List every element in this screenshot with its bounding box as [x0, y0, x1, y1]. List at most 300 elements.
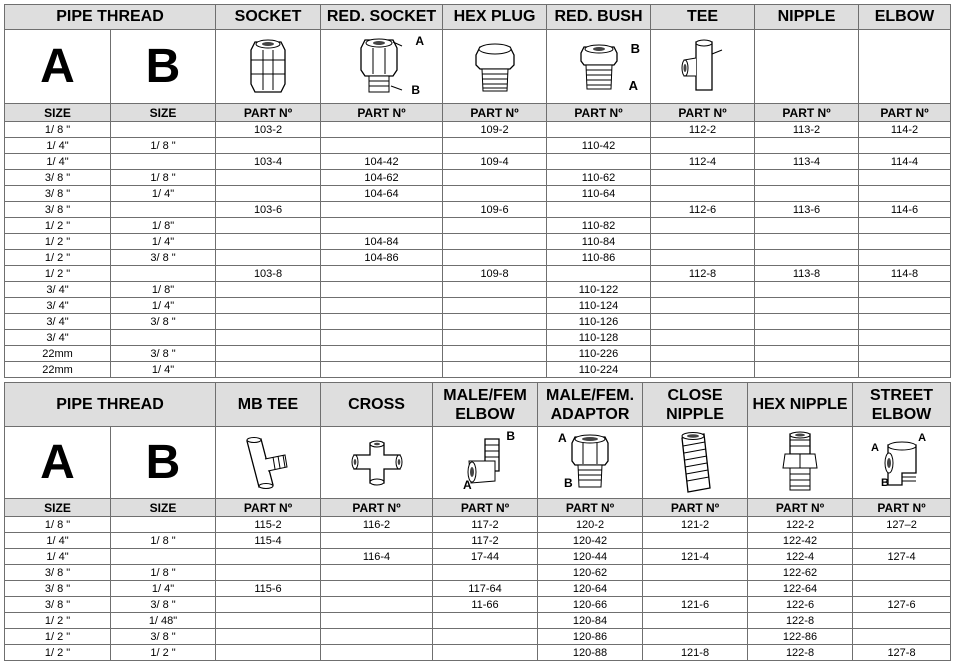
table-row	[5, 266, 951, 282]
size-cell: 1/ 4"	[111, 581, 216, 597]
size-cell: 3/ 8 "	[5, 202, 111, 218]
part-number-cell	[321, 138, 443, 154]
sub-part-tee: PART Nº	[651, 104, 755, 122]
part-number-cell: 114-4	[859, 154, 951, 170]
letter-a-2: A	[5, 427, 111, 499]
size-cell: 1/ 8 "	[111, 138, 216, 154]
size-cell: 1/ 8 "	[5, 517, 111, 533]
part-number-cell	[755, 330, 859, 346]
part-number-cell	[755, 186, 859, 202]
table-row	[5, 234, 951, 250]
part-number-cell: 117-64	[433, 581, 538, 597]
elbow-callout-a: A	[463, 478, 472, 492]
sub-part-red-bush: PART Nº	[547, 104, 651, 122]
part-number-cell	[853, 629, 951, 645]
part-number-cell: 112-4	[651, 154, 755, 170]
size-cell: 1/ 4"	[5, 549, 111, 565]
red-bush-image	[547, 30, 651, 104]
part-number-cell: 116-2	[321, 517, 433, 533]
mb-tee-image	[216, 427, 321, 499]
part-number-cell: 104-84	[321, 234, 443, 250]
part-number-cell	[853, 581, 951, 597]
part-number-cell	[755, 250, 859, 266]
part-number-cell	[859, 330, 951, 346]
part-number-cell	[216, 330, 321, 346]
part-number-cell: 115-6	[216, 581, 321, 597]
part-number-cell: 122-86	[748, 629, 853, 645]
street-callout-a1: A	[871, 442, 879, 454]
street-callout-b: B	[881, 477, 889, 489]
part-number-cell	[651, 346, 755, 362]
part-number-cell: 121-8	[643, 645, 748, 661]
part-number-cell	[321, 266, 443, 282]
size-cell: 1/ 2 "	[5, 250, 111, 266]
part-number-cell: 112-6	[651, 202, 755, 218]
part-number-cell: 120-62	[538, 565, 643, 581]
table-row	[5, 565, 951, 581]
part-number-cell	[651, 186, 755, 202]
sub-size-b: SIZE	[111, 104, 216, 122]
sub-size-b-2: SIZE	[111, 499, 216, 517]
part-number-cell	[443, 298, 547, 314]
part-number-cell: 117-2	[433, 517, 538, 533]
sub-size-a-2: SIZE	[5, 499, 111, 517]
table-row	[5, 346, 951, 362]
header-hex-nipple: HEX NIPPLE	[748, 383, 853, 427]
part-number-cell: 114-8	[859, 266, 951, 282]
part-number-cell	[755, 218, 859, 234]
part-number-cell: 104-64	[321, 186, 443, 202]
part-number-cell	[547, 266, 651, 282]
size-cell: 3/ 4"	[5, 282, 111, 298]
part-number-cell	[755, 346, 859, 362]
table-row	[5, 170, 951, 186]
part-number-cell	[216, 138, 321, 154]
header-pipe-thread-2: PIPE THREAD	[5, 383, 216, 427]
part-number-cell: 103-4	[216, 154, 321, 170]
part-number-cell	[755, 282, 859, 298]
part-number-cell: 114-6	[859, 202, 951, 218]
part-number-cell	[216, 565, 321, 581]
size-cell	[111, 154, 216, 170]
part-number-cell	[321, 597, 433, 613]
part-number-cell	[755, 362, 859, 378]
part-number-cell: 120-88	[538, 645, 643, 661]
part-number-cell	[443, 362, 547, 378]
part-number-cell: 122-42	[748, 533, 853, 549]
part-number-cell: 122-8	[748, 613, 853, 629]
size-cell: 1/ 4"	[111, 234, 216, 250]
sub-part-hex-nipple: PART Nº	[748, 499, 853, 517]
part-number-cell	[216, 613, 321, 629]
part-number-cell	[321, 362, 443, 378]
part-number-cell	[321, 122, 443, 138]
table-row	[5, 645, 951, 661]
sub-part-hex-plug: PART Nº	[443, 104, 547, 122]
part-number-cell: 121-6	[643, 597, 748, 613]
part-number-cell: 110-62	[547, 170, 651, 186]
size-cell: 3/ 4"	[5, 330, 111, 346]
part-number-cell	[859, 282, 951, 298]
sub-part-elbow: PART Nº	[859, 104, 951, 122]
part-number-cell: 120-2	[538, 517, 643, 533]
part-number-cell: 110-86	[547, 250, 651, 266]
part-number-cell	[321, 565, 433, 581]
part-number-cell	[651, 250, 755, 266]
sub-part-mb-tee: PART Nº	[216, 499, 321, 517]
table-row	[5, 186, 951, 202]
table-row	[5, 533, 951, 549]
part-number-cell: 113-2	[755, 122, 859, 138]
part-number-cell	[643, 629, 748, 645]
part-number-cell	[643, 581, 748, 597]
part-number-cell	[643, 613, 748, 629]
size-cell: 3/ 8 "	[5, 581, 111, 597]
size-cell: 3/ 8 "	[5, 565, 111, 581]
part-number-cell: 110-224	[547, 362, 651, 378]
part-number-cell	[859, 138, 951, 154]
sub-part-male-fem-adaptor: PART Nº	[538, 499, 643, 517]
part-number-cell	[433, 565, 538, 581]
sub-part-male-fem-elbow: PART Nº	[433, 499, 538, 517]
header-red-bush: RED. BUSH	[547, 5, 651, 30]
part-number-cell: 122-62	[748, 565, 853, 581]
part-number-cell: 122-6	[748, 597, 853, 613]
part-number-cell: 122-4	[748, 549, 853, 565]
size-cell: 1/ 2 "	[5, 629, 111, 645]
part-number-cell	[443, 138, 547, 154]
reducing-bush-icon	[574, 37, 624, 97]
part-number-cell	[651, 170, 755, 186]
part-number-cell	[321, 282, 443, 298]
part-number-cell	[216, 597, 321, 613]
part-number-cell: 120-86	[538, 629, 643, 645]
size-cell: 3/ 4"	[5, 298, 111, 314]
part-number-cell	[321, 218, 443, 234]
part-number-cell: 109-2	[443, 122, 547, 138]
table-row	[5, 549, 951, 565]
header-cross: CROSS	[321, 383, 433, 427]
size-cell: 22mm	[5, 362, 111, 378]
fittings-table-2	[4, 382, 951, 661]
table-row	[5, 138, 951, 154]
hex-nipple-icon	[775, 430, 825, 496]
part-number-cell: 127-4	[853, 549, 951, 565]
letter-a: A	[5, 30, 111, 104]
hex-nipple-image	[748, 427, 853, 499]
socket-fitting-icon	[243, 36, 293, 98]
table-row	[5, 629, 951, 645]
size-cell: 1/ 8"	[111, 218, 216, 234]
part-number-cell	[643, 565, 748, 581]
letter-b: B	[111, 30, 216, 104]
part-number-cell	[651, 362, 755, 378]
part-number-cell	[443, 330, 547, 346]
sub-part-street-elbow: PART Nº	[853, 499, 951, 517]
header-pipe-thread: PIPE THREAD	[5, 5, 216, 30]
part-number-cell	[321, 346, 443, 362]
size-cell: 1/ 4"	[5, 138, 111, 154]
part-number-cell: 113-4	[755, 154, 859, 170]
size-cell: 3/ 8 "	[111, 314, 216, 330]
part-number-cell	[216, 314, 321, 330]
part-number-cell	[321, 314, 443, 330]
size-cell	[111, 330, 216, 346]
part-number-cell: 103-6	[216, 202, 321, 218]
part-number-cell: 114-2	[859, 122, 951, 138]
table-row	[5, 218, 951, 234]
cross-image	[321, 427, 433, 499]
reducing-socket-icon	[347, 34, 417, 100]
part-number-cell	[216, 234, 321, 250]
part-number-cell: 116-4	[321, 549, 433, 565]
part-number-cell: 112-8	[651, 266, 755, 282]
table-row	[5, 362, 951, 378]
part-number-cell	[859, 250, 951, 266]
header-male-fem-elbow: MALE/FEM ELBOW	[433, 383, 538, 427]
part-number-cell	[859, 362, 951, 378]
part-number-cell	[216, 218, 321, 234]
part-number-cell	[853, 613, 951, 629]
size-cell: 3/ 8 "	[5, 186, 111, 202]
part-number-cell	[853, 533, 951, 549]
part-number-cell	[216, 282, 321, 298]
close-nipple-icon	[670, 430, 720, 496]
part-number-cell: 109-4	[443, 154, 547, 170]
part-number-cell: 110-126	[547, 314, 651, 330]
part-number-cell	[433, 645, 538, 661]
part-number-cell: 110-128	[547, 330, 651, 346]
part-number-cell	[853, 565, 951, 581]
part-number-cell: 104-86	[321, 250, 443, 266]
part-number-cell	[443, 314, 547, 330]
part-number-cell: 113-6	[755, 202, 859, 218]
size-cell: 1/ 2 "	[111, 645, 216, 661]
part-number-cell	[216, 170, 321, 186]
size-cell: 22mm	[5, 346, 111, 362]
size-cell: 1/ 4"	[111, 362, 216, 378]
size-cell: 1/ 8"	[111, 282, 216, 298]
sub-size-a: SIZE	[5, 104, 111, 122]
size-cell	[111, 202, 216, 218]
size-cell	[111, 517, 216, 533]
header-hex-plug: HEX PLUG	[443, 5, 547, 30]
size-cell	[111, 122, 216, 138]
part-number-cell	[859, 314, 951, 330]
part-number-cell: 127–2	[853, 517, 951, 533]
part-number-cell	[547, 202, 651, 218]
header-nipple: NIPPLE	[755, 5, 859, 30]
table-row	[5, 282, 951, 298]
part-number-cell	[443, 234, 547, 250]
part-number-cell	[216, 346, 321, 362]
part-number-cell: 120-66	[538, 597, 643, 613]
part-number-cell	[755, 138, 859, 154]
tee-image	[651, 30, 755, 104]
street-callout-a2: A	[918, 432, 927, 444]
part-number-cell: 121-2	[643, 517, 748, 533]
part-number-cell	[859, 218, 951, 234]
part-number-cell	[443, 186, 547, 202]
part-number-cell: 120-42	[538, 533, 643, 549]
size-cell: 1/ 4"	[111, 186, 216, 202]
size-cell: 1/ 4"	[111, 298, 216, 314]
header-red-socket: RED. SOCKET	[321, 5, 443, 30]
sub-part-socket: PART Nº	[216, 104, 321, 122]
male-fem-elbow-image	[433, 427, 538, 499]
part-number-cell: 122-8	[748, 645, 853, 661]
part-number-cell	[859, 298, 951, 314]
size-cell: 3/ 8 "	[111, 250, 216, 266]
part-number-cell: 113-8	[755, 266, 859, 282]
part-number-cell	[443, 170, 547, 186]
size-cell: 1/ 2 "	[5, 218, 111, 234]
hex-plug-icon	[470, 37, 520, 97]
header-elbow: ELBOW	[859, 5, 951, 30]
size-cell: 3/ 8 "	[5, 170, 111, 186]
fittings-table-1	[4, 4, 951, 378]
part-number-cell	[216, 629, 321, 645]
size-cell: 1/ 2 "	[5, 266, 111, 282]
table-row	[5, 517, 951, 533]
part-number-cell	[859, 170, 951, 186]
part-number-cell: 120-84	[538, 613, 643, 629]
part-number-cell: 110-124	[547, 298, 651, 314]
table-row	[5, 597, 951, 613]
part-number-cell	[321, 613, 433, 629]
part-number-cell: 109-8	[443, 266, 547, 282]
part-number-cell: 122-2	[748, 517, 853, 533]
size-cell: 1/ 2 "	[5, 613, 111, 629]
part-number-cell: 110-122	[547, 282, 651, 298]
elbow-image-empty	[859, 30, 951, 104]
size-cell: 1/ 8 "	[111, 565, 216, 581]
part-number-cell: 17-44	[433, 549, 538, 565]
size-cell: 3/ 8 "	[111, 629, 216, 645]
part-number-cell	[755, 234, 859, 250]
part-number-cell: 115-2	[216, 517, 321, 533]
table-2-body	[5, 517, 951, 661]
tee-fitting-icon	[678, 36, 728, 98]
size-cell: 1/ 8 "	[111, 170, 216, 186]
size-cell: 1/ 4"	[5, 533, 111, 549]
part-number-cell: 122-64	[748, 581, 853, 597]
part-number-cell	[651, 330, 755, 346]
size-cell	[111, 549, 216, 565]
part-number-cell	[321, 202, 443, 218]
part-number-cell: 103-8	[216, 266, 321, 282]
part-number-cell	[433, 613, 538, 629]
part-number-cell	[859, 234, 951, 250]
part-number-cell	[216, 549, 321, 565]
table-row	[5, 314, 951, 330]
part-number-cell	[651, 298, 755, 314]
part-number-cell	[321, 330, 443, 346]
sub-part-red-socket: PART Nº	[321, 104, 443, 122]
part-number-cell	[547, 122, 651, 138]
nipple-image-empty	[755, 30, 859, 104]
hex-plug-image	[443, 30, 547, 104]
part-number-cell	[443, 218, 547, 234]
part-number-cell: 127-6	[853, 597, 951, 613]
header-close-nipple: CLOSE NIPPLE	[643, 383, 748, 427]
header-mb-tee: MB TEE	[216, 383, 321, 427]
part-number-cell: 127-8	[853, 645, 951, 661]
size-cell: 3/ 4"	[5, 314, 111, 330]
part-number-cell	[443, 346, 547, 362]
part-number-cell: 120-64	[538, 581, 643, 597]
size-cell	[111, 266, 216, 282]
header-socket: SOCKET	[216, 5, 321, 30]
part-number-cell: 110-226	[547, 346, 651, 362]
part-number-cell	[216, 250, 321, 266]
part-number-cell: 104-42	[321, 154, 443, 170]
socket-image	[216, 30, 321, 104]
table-row	[5, 330, 951, 346]
size-cell: 3/ 8 "	[5, 597, 111, 613]
part-number-cell: 103-2	[216, 122, 321, 138]
close-nipple-image	[643, 427, 748, 499]
table-row	[5, 613, 951, 629]
part-number-cell: 110-82	[547, 218, 651, 234]
table-1-body	[5, 122, 951, 378]
size-cell: 1/ 8 "	[5, 122, 111, 138]
red-bush-callout-b: B	[630, 41, 641, 56]
part-number-cell	[216, 298, 321, 314]
part-number-cell	[651, 218, 755, 234]
part-number-cell: 109-6	[443, 202, 547, 218]
size-cell: 3/ 8 "	[111, 346, 216, 362]
part-number-cell	[755, 298, 859, 314]
part-number-cell	[651, 234, 755, 250]
part-number-cell	[321, 581, 433, 597]
size-cell: 1/ 2 "	[5, 234, 111, 250]
table-row	[5, 298, 951, 314]
part-number-cell: 11-66	[433, 597, 538, 613]
size-cell: 1/ 8 "	[111, 533, 216, 549]
part-number-cell: 104-62	[321, 170, 443, 186]
part-number-cell	[216, 186, 321, 202]
part-number-cell: 115-4	[216, 533, 321, 549]
part-number-cell: 117-2	[433, 533, 538, 549]
part-number-cell	[643, 533, 748, 549]
table-row	[5, 154, 951, 170]
cross-fitting-icon	[342, 433, 412, 493]
header-male-fem-adaptor: MALE/FEM. ADAPTOR	[538, 383, 643, 427]
part-number-cell	[755, 170, 859, 186]
part-number-cell: 121-4	[643, 549, 748, 565]
part-number-cell	[755, 314, 859, 330]
part-number-cell	[433, 629, 538, 645]
part-number-cell	[651, 138, 755, 154]
part-number-cell	[216, 362, 321, 378]
elbow-callout-b: B	[506, 429, 516, 443]
adaptor-callout-a: A	[558, 431, 567, 445]
part-number-cell	[443, 282, 547, 298]
part-number-cell	[859, 186, 951, 202]
part-number-cell	[859, 346, 951, 362]
part-number-cell	[443, 250, 547, 266]
red-socket-callout-a: A	[415, 34, 425, 48]
red-socket-callout-b: B	[411, 83, 421, 97]
male-fem-adaptor-image	[538, 427, 643, 499]
table-row	[5, 202, 951, 218]
table-row	[5, 250, 951, 266]
table-row	[5, 122, 951, 138]
part-number-cell	[321, 533, 433, 549]
size-cell: 1/ 4"	[5, 154, 111, 170]
red-bush-callout-a: A	[628, 78, 639, 93]
